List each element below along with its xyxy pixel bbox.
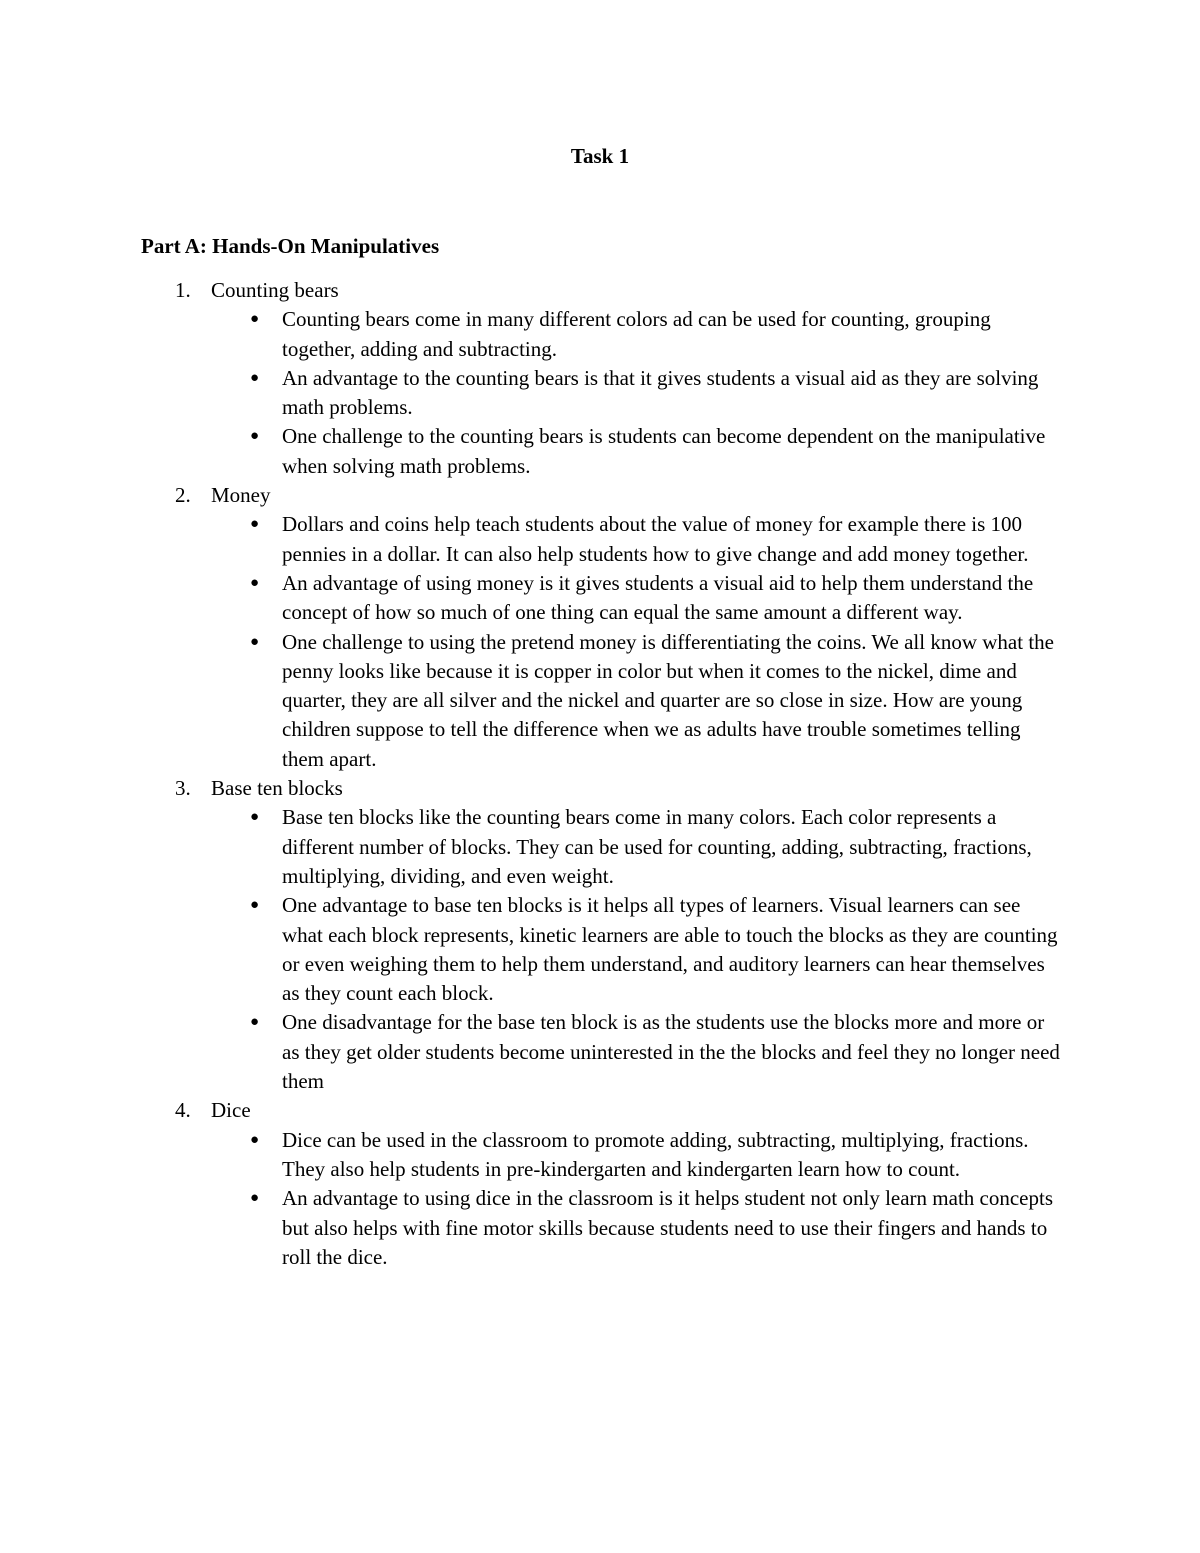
item-number: 1.	[175, 278, 191, 302]
bullet-item	[211, 569, 1062, 628]
bullet-text: One advantage to base ten blocks is it helps all types of learners. Visual learners can see what each block represents, kinetic learners are able to touch the blocks as they are counting or even weighing them to help them understand, and auditory learners can hear themselves as they count each block.	[282, 893, 1058, 1006]
bullet-item	[211, 305, 1062, 364]
list-item	[0, 481, 1200, 774]
bullet-text: Dollars and coins help teach students about the value of money for example there is 100 pennies in a dollar. It can also help students how to give change and add money together.	[282, 512, 1029, 566]
bullet-item	[211, 1008, 1062, 1096]
bullet-list	[211, 803, 1200, 1096]
bullet-list	[211, 510, 1200, 774]
bullet-text: An advantage to using dice in the classroom is it helps student not only learn math concepts but also helps with fine motor skills because students need to use their fingers and hands to roll the dice.	[282, 1186, 1054, 1269]
bullet-item	[211, 422, 1062, 481]
item-label: Money	[211, 483, 271, 508]
bullet-list	[211, 305, 1200, 481]
part-heading: Part A: Hands-On Manipulatives	[141, 234, 440, 258]
manipulatives-list	[0, 276, 1200, 1272]
bullet-text: Dice can be used in the classroom to promote adding, subtracting, multiplying, fractions. They also help students in pre-kindergarten and kindergarten learn how to count.	[282, 1127, 1029, 1181]
bullet-text: One disadvantage for the base ten block is as the students use the blocks more and more or as they get older students become uninterested in the the blocks and feel they no longer need them	[282, 1010, 1060, 1094]
item-label: Base ten blocks	[211, 776, 343, 801]
bullet-dot-icon: ●	[250, 633, 260, 650]
bullet-dot-icon: ●	[250, 809, 260, 826]
bullet-list	[211, 1126, 1200, 1272]
bullet-dot-icon: ●	[250, 574, 260, 591]
list-item	[0, 1096, 1200, 1272]
bullet-dot-icon: ●	[250, 897, 260, 914]
bullet-item	[211, 803, 1062, 891]
bullet-item	[211, 510, 1062, 569]
list-item	[0, 276, 1200, 481]
bullet-dot-icon: ●	[250, 311, 260, 328]
bullet-item	[211, 628, 1062, 774]
bullet-item	[211, 364, 1062, 423]
bullet-text: An advantage to the counting bears is that it gives students a visual aid as they are solving math problems.	[282, 365, 1039, 420]
bullet-dot-icon: ●	[250, 369, 260, 386]
item-number: 4.	[175, 1098, 191, 1123]
bullet-dot-icon: ●	[250, 1190, 260, 1207]
bullet-dot-icon: ●	[250, 1014, 260, 1031]
bullet-dot-icon: ●	[250, 1131, 260, 1148]
list-item	[0, 774, 1200, 1096]
item-label: Dice	[211, 1098, 251, 1123]
item-number: 3.	[175, 776, 191, 801]
bullet-dot-icon: ●	[250, 516, 260, 533]
bullet-text: One challenge to using the pretend money is differentiating the coins. We all know what the penny looks like because it is copper in color but when it comes to the nickel, dime and quarter, they are all silver and the nickel and quarter are so close in size. How are young children suppose to tell the difference when we as adults have trouble sometimes telling them apart.	[282, 629, 1054, 771]
bullet-dot-icon: ●	[250, 428, 260, 445]
bullet-text: An advantage of using money is it gives students a visual aid to help them understand the concept of how so much of one thing can equal the same amount a different way.	[282, 570, 1034, 625]
bullet-text: Base ten blocks like the counting bears come in many colors. Each color represents a different number of blocks. They can be used for counting, adding, subtracting, fractions, multiplying, dividing, and even weight.	[282, 805, 1032, 888]
bullet-item	[211, 1126, 1062, 1185]
item-label: Counting bears	[211, 278, 339, 302]
document-title: Task 1	[570, 144, 630, 168]
bullet-text: Counting bears come in many different colors ad can be used for counting, grouping together, adding and subtracting.	[282, 307, 991, 361]
bullet-text: One challenge to the counting bears is students can become dependent on the manipulative when solving math problems.	[282, 424, 1046, 478]
bullet-item	[211, 1184, 1062, 1272]
bullet-item	[211, 891, 1062, 1008]
item-number: 2.	[175, 483, 191, 508]
